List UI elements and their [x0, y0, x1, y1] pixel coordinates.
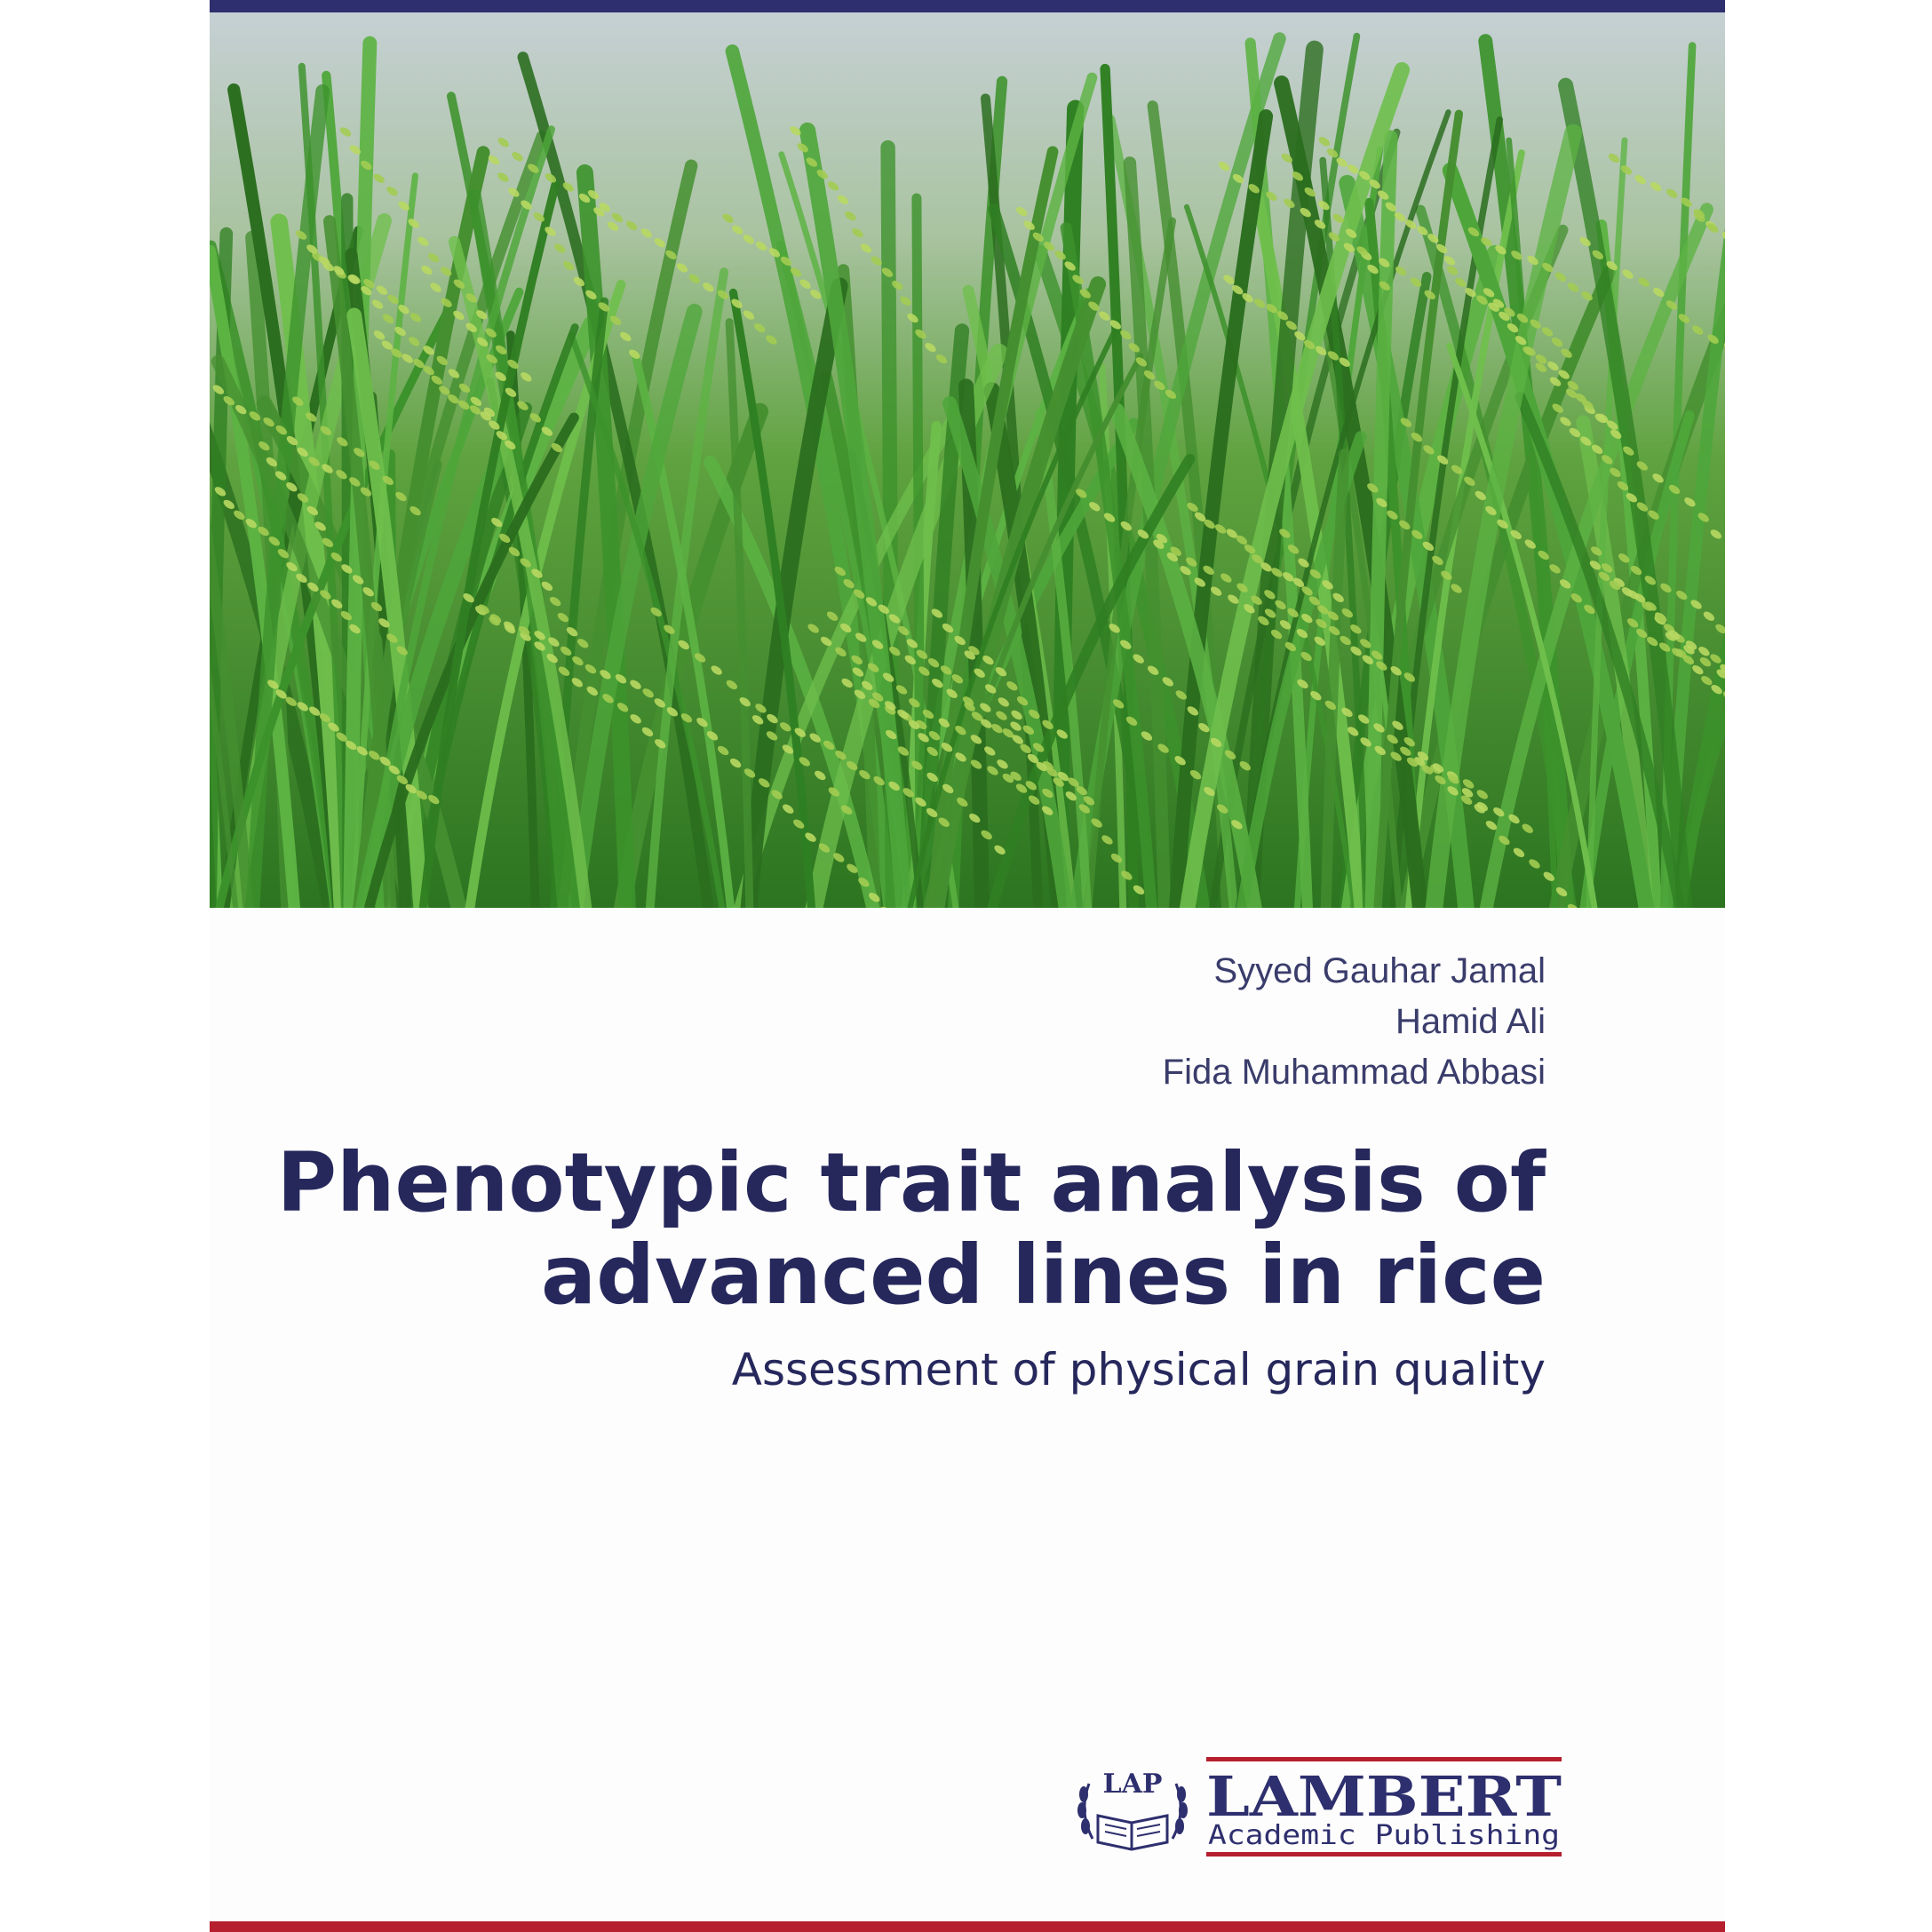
laurel-book-icon — [1077, 1769, 1188, 1849]
logo-top-rule — [1206, 1757, 1562, 1761]
publisher-name: LAMBERT — [1206, 1764, 1562, 1829]
publisher-tagline: Academic Publishing — [1208, 1820, 1560, 1851]
book-subtitle: Assessment of physical grain quality — [731, 1344, 1546, 1395]
author-name: Fida Muhammad Abbasi — [1162, 1053, 1546, 1092]
book-title — [277, 1137, 1546, 1322]
author-name: Hamid Ali — [1395, 1002, 1546, 1041]
author-name: Syyed Gauhar Jamal — [1213, 951, 1546, 990]
book-title-line: Phenotypic trait analysis of — [276, 1135, 1546, 1230]
bottom-accent-bar — [210, 1921, 1725, 1932]
top-accent-bar — [210, 0, 1725, 12]
book-title-line: advanced lines in rice — [541, 1228, 1546, 1323]
author-list — [1163, 946, 1546, 1098]
book-cover — [210, 0, 1725, 1932]
logo-bottom-rule — [1206, 1852, 1562, 1856]
rice-field-photo — [210, 12, 1725, 908]
lap-mark: LAP — [1102, 1769, 1163, 1800]
publisher-logo — [1073, 1750, 1570, 1861]
